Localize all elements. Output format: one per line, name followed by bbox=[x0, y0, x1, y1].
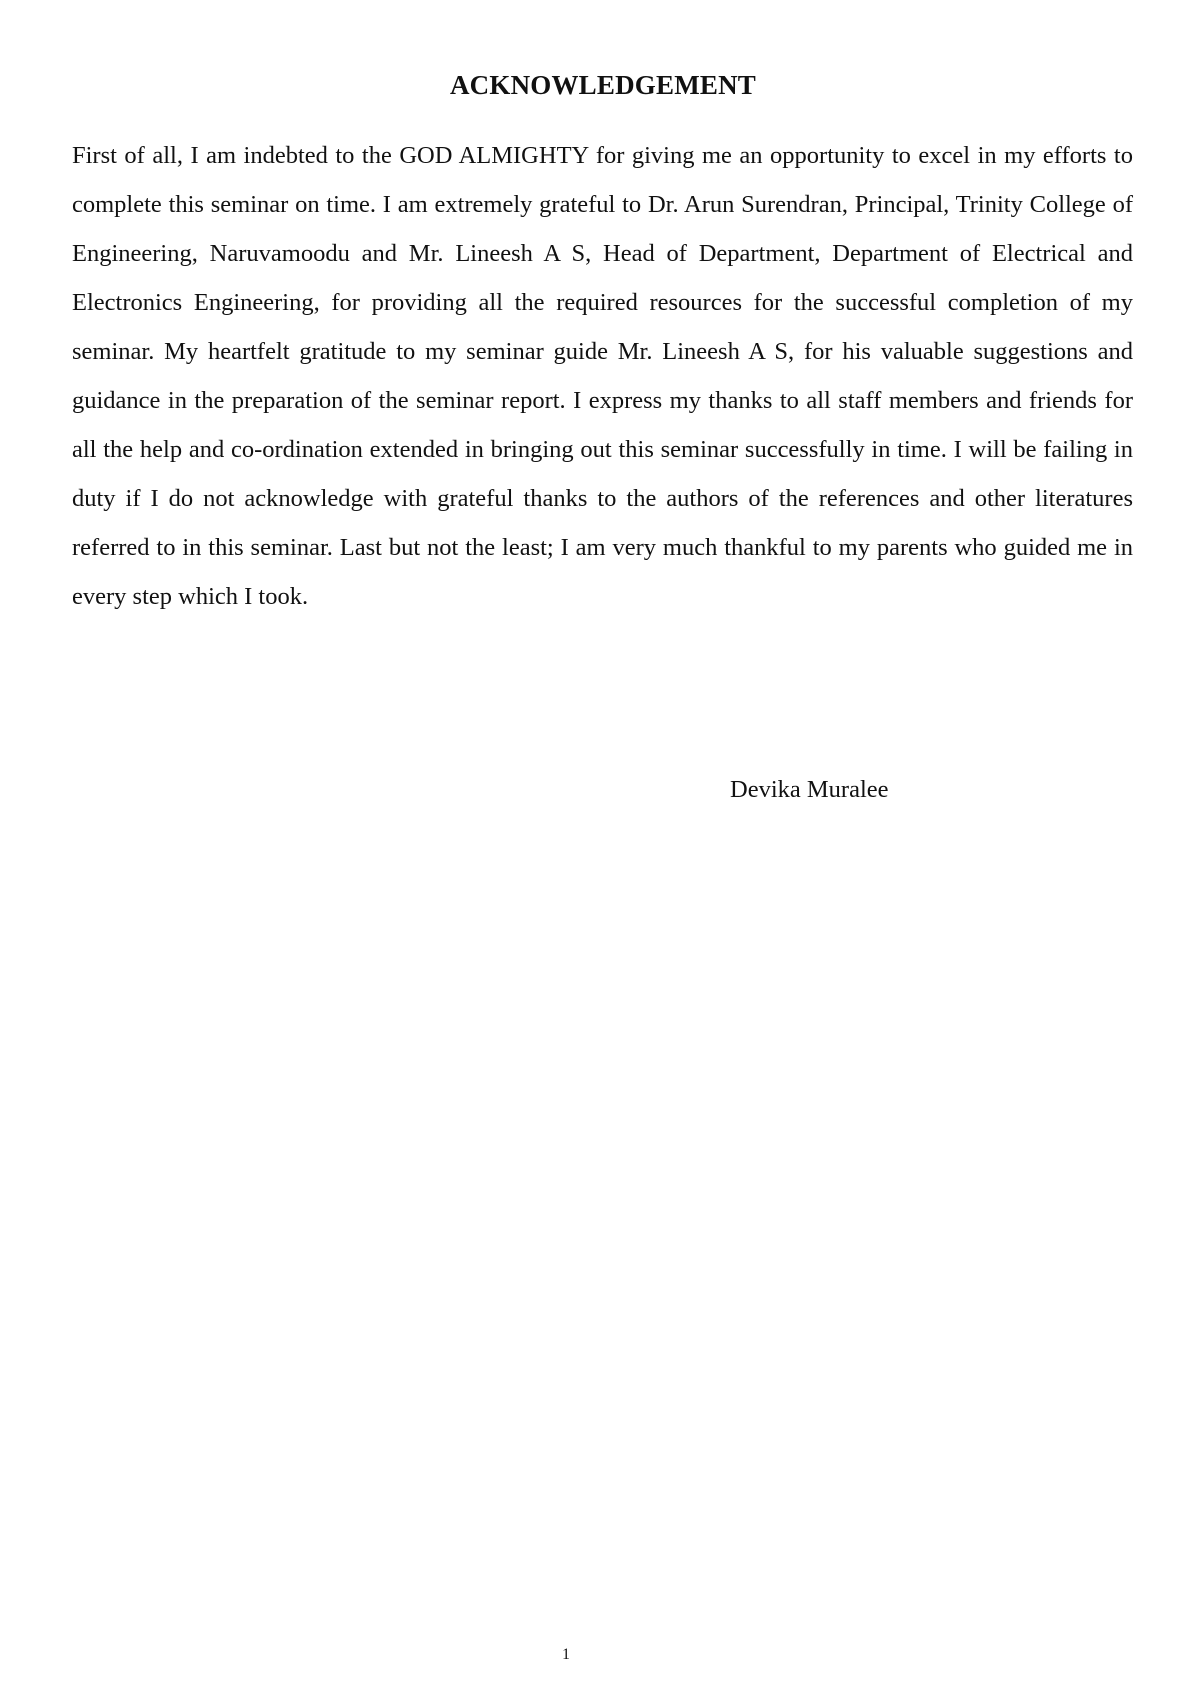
acknowledgement-paragraph: First of all, I am indebted to the GOD ALMIGHTY for giving me an opportunity to excel in my efforts to complete this seminar on time. I am extremely grateful to Dr. Arun Surendran, Principal, Trinity College of Engineering, Naruvamoodu and Mr. Lineesh A S, Head of Department, Department of Electrical and Electronics Engineering, for providing all the required resources for the successful completion of my seminar. My heartfelt gratitude to my seminar guide Mr. Lineesh A S, for his valuable suggestions and guidance in the preparation of the seminar report. I express my thanks to all staff members and friends for all the help and co-ordination extended in bringing out this seminar successfully in time. I will be failing in duty if I do not acknowledge with grateful thanks to the authors of the references and other literatures referred to in this seminar. Last but not the least; I am very much thankful to my parents who guided me in every step which I took. bbox=[72, 142, 1133, 610]
page-number: 1 bbox=[562, 1646, 570, 1663]
page-title: ACKNOWLEDGEMENT bbox=[449, 70, 757, 100]
author-signature: Devika Muralee bbox=[730, 776, 889, 803]
